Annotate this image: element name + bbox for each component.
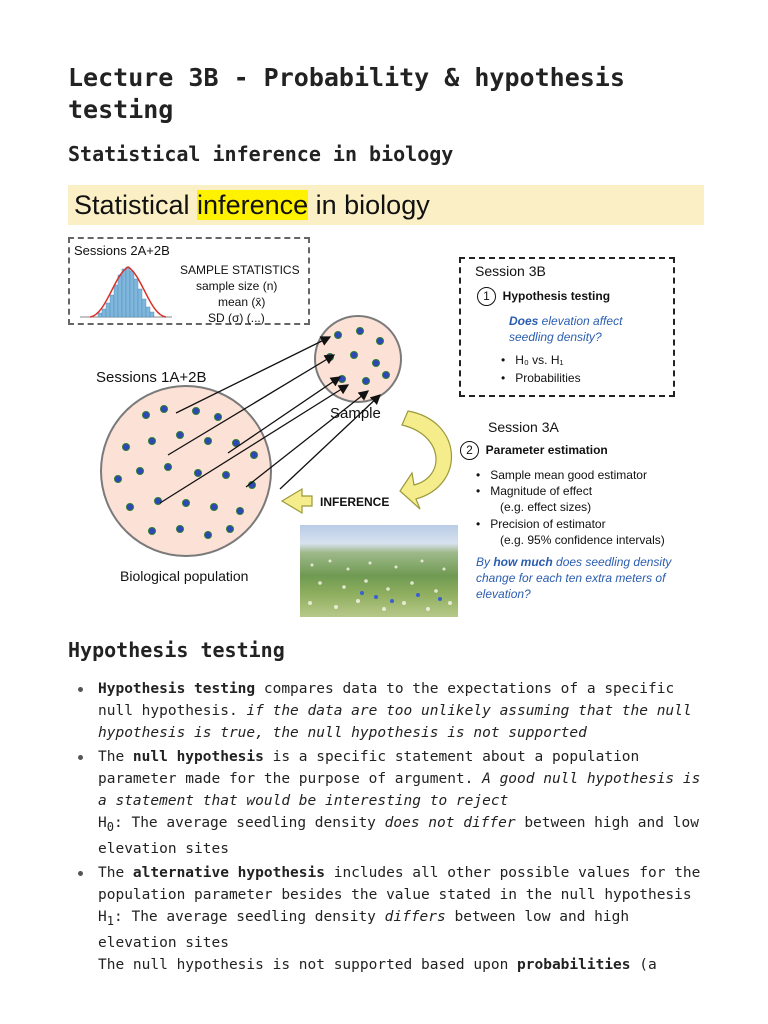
how-much-question: By how much does seedling density change for each ten extra meters of elevation? <box>476 555 672 601</box>
h0-vs-h1-bullet: • H₀ vs. H₁ <box>501 353 564 367</box>
population-circle <box>101 386 271 556</box>
meadow-photo-art <box>300 525 458 617</box>
sample-size-label: sample size (n) <box>196 279 278 293</box>
inference-label: INFERENCE <box>320 495 390 509</box>
does-elevation-question: Does elevation affect seedling density? <box>509 314 623 344</box>
slide-figure <box>68 185 704 618</box>
highlighted-word: inference <box>197 190 309 220</box>
session-3b-heading: Session 3B <box>475 263 546 279</box>
sd-label: SD (σ) (...) <box>208 311 265 325</box>
probabilities-statement: The null hypothesis is not supported based upon probabilities (a <box>98 956 657 973</box>
h1-statement: $H_1$: The average seedling density differs between low and high elevation sites <box>98 908 630 951</box>
h0-statement: $H_0$: The average seedling density does not differ between high and low elevation sites <box>98 815 699 857</box>
sample-statistics-label: SAMPLE STATISTICS <box>180 263 300 277</box>
probabilities-bullet: • Probabilities <box>501 371 581 385</box>
sample-label: Sample <box>330 405 381 422</box>
slide-title: Statistical inference in biology <box>74 190 430 220</box>
precision-bullet: • Precision of estimator <box>476 517 606 531</box>
effect-sizes-note: (e.g. effect sizes) <box>500 500 592 514</box>
magnitude-bullet: • Magnitude of effect <box>476 484 593 498</box>
population-sessions-label: Sessions 1A+2B <box>96 369 207 386</box>
step-number-1: 1 <box>477 287 496 306</box>
inference-arrow-icon <box>282 489 312 513</box>
step-number-2: 2 <box>460 441 479 460</box>
curved-arrow-icon <box>400 411 451 509</box>
mean-label: mean (x̄) <box>218 295 266 309</box>
hypothesis-testing-item: 1 Hypothesis testing <box>477 287 610 306</box>
hypothesis-testing-heading: Hypothesis testing <box>68 638 285 662</box>
population-caption: Biological population <box>120 568 249 584</box>
list-item-null-hypothesis: The null hypothesis is a specific statement about a population parameter made for the purpose of argument. A good null hypothesis is a statement that would be interesting to reject $H_0$: The average seedling density does not differ between high and low elevation sites <box>98 746 704 860</box>
parameter-estimation-item: 2 Parameter estimation <box>460 441 608 460</box>
page-title: Lecture 3B - Probability & hypothesis testing <box>68 63 625 124</box>
confidence-intervals-note: (e.g. 95% confidence intervals) <box>500 533 665 547</box>
hypothesis-list <box>68 678 704 978</box>
session-3a-heading: Session 3A <box>488 419 559 435</box>
subtitle-heading: Statistical inference in biology <box>68 142 454 166</box>
list-item-alternative-hypothesis: The alternative hypothesis includes all other possible values for the population parameter besides the value stated in the null hypothesis $H_1$: The average seedling density differs between low and high elevation sites The null hypothesis is not supported based upon probabilities (a <box>98 862 704 976</box>
box-2a-heading: Sessions 2A+2B <box>74 243 170 258</box>
session-3b-box <box>459 257 675 397</box>
estimator-bullet: • Sample mean good estimator <box>476 468 647 482</box>
list-item-hypothesis-testing: Hypothesis testing compares data to the expectations of a specific null hypothesis. if the data are too unlikely assuming that the null hypothesis is true, the null hypothesis is not supported <box>98 678 704 744</box>
meadow-photo <box>300 525 458 617</box>
